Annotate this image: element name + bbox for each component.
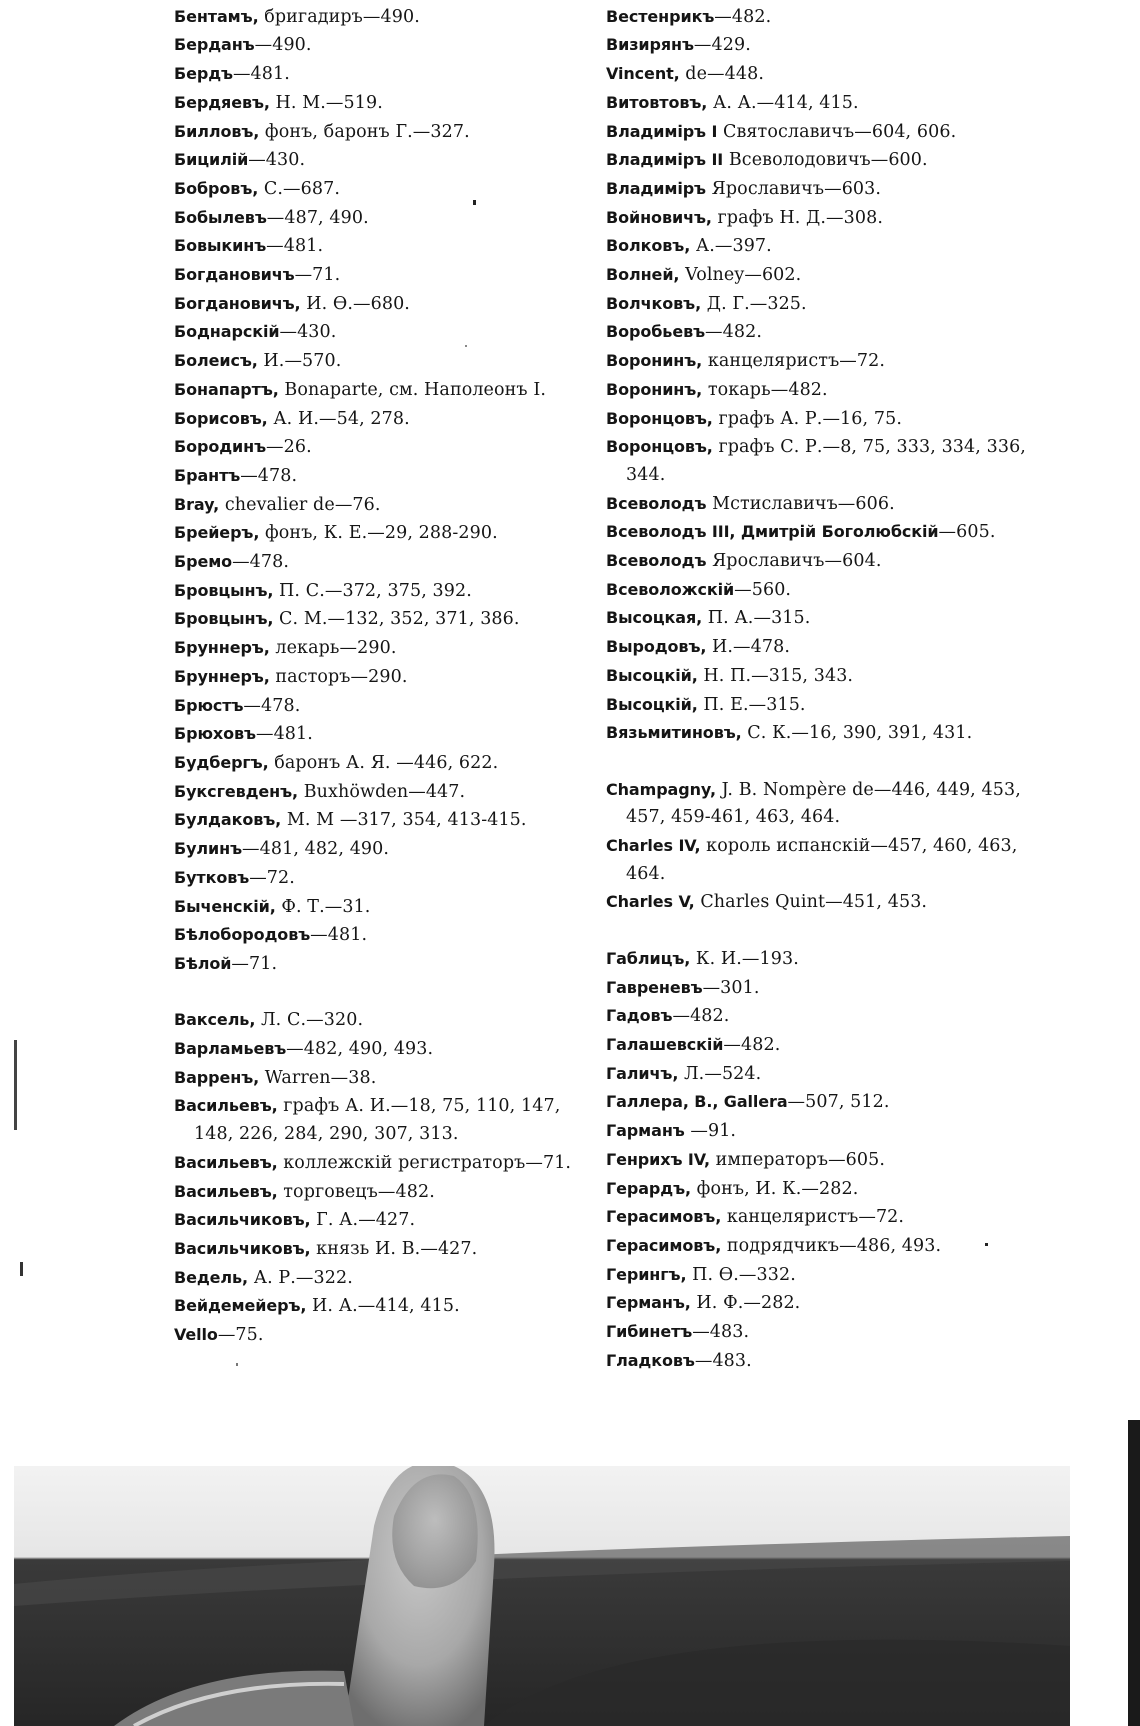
index-entry bbox=[174, 1235, 594, 1264]
index-entry bbox=[174, 232, 594, 261]
entry-refs: А. А.—414, 415. bbox=[707, 92, 859, 113]
index-entry bbox=[174, 749, 594, 778]
entry-name: Бѣлой bbox=[174, 953, 232, 973]
entry-name: Васильчиковъ, bbox=[174, 1238, 311, 1258]
index-entry bbox=[174, 1035, 594, 1064]
entry-name: Васильчиковъ, bbox=[174, 1210, 311, 1230]
index-entry bbox=[606, 662, 1036, 691]
index-entry bbox=[174, 1264, 594, 1293]
entry-name: Герингъ, bbox=[606, 1264, 687, 1284]
index-entry bbox=[606, 31, 1036, 60]
section-gap bbox=[174, 979, 594, 1007]
index-entry bbox=[174, 1149, 594, 1178]
index-entry bbox=[174, 692, 594, 721]
ink-speck bbox=[465, 345, 467, 347]
entry-name: Бердъ bbox=[174, 64, 233, 84]
entry-refs: графъ А. И.—18, 75, 110, 147, 148, 226, 284, 290, 307, 313. bbox=[194, 1096, 561, 1145]
entry-refs: П. А.—315. bbox=[702, 608, 811, 629]
entry-name: Бонапартъ, bbox=[174, 379, 279, 399]
index-entry bbox=[606, 888, 1036, 917]
index-entry bbox=[606, 261, 1036, 290]
entry-name: Выродовъ, bbox=[606, 637, 707, 657]
entry-refs: —301. bbox=[702, 977, 760, 998]
index-entry bbox=[174, 835, 594, 864]
entry-name: Бремо bbox=[174, 552, 233, 572]
index-entry bbox=[606, 604, 1036, 633]
section-gap bbox=[606, 748, 1036, 776]
index-entry bbox=[174, 634, 594, 663]
entry-refs: —430. bbox=[248, 150, 306, 171]
entry-name: Владиміръ I bbox=[606, 121, 718, 141]
entry-name: Бобровъ, bbox=[174, 178, 259, 198]
entry-name: Воронцовъ, bbox=[606, 408, 713, 428]
entry-refs: Volney—602. bbox=[679, 265, 802, 286]
index-entry bbox=[606, 832, 1036, 888]
scan-artifact-right-edge bbox=[1128, 1420, 1140, 1726]
entry-refs: токарь—482. bbox=[702, 379, 828, 400]
entry-name: Bray, bbox=[174, 494, 220, 514]
index-entry bbox=[174, 663, 594, 692]
entry-refs: —430. bbox=[279, 322, 337, 343]
index-entry bbox=[174, 605, 594, 634]
index-entry bbox=[174, 175, 594, 204]
entry-name: Высоцкая, bbox=[606, 608, 703, 628]
entry-refs: С.—687. bbox=[258, 178, 341, 199]
entry-name: Всеволодъ bbox=[606, 551, 707, 571]
entry-name: Бруннеръ, bbox=[174, 638, 270, 658]
entry-refs: Bonaparte, см. Наполеонъ I. bbox=[278, 379, 546, 400]
entry-name: Булдаковъ, bbox=[174, 810, 282, 830]
index-entry bbox=[606, 347, 1036, 376]
entry-name: Брантъ bbox=[174, 465, 241, 485]
index-entry bbox=[174, 577, 594, 606]
entry-refs: Warren—38. bbox=[259, 1067, 377, 1088]
entry-name: Будбергъ, bbox=[174, 752, 269, 772]
entry-name: Волней, bbox=[606, 265, 680, 285]
index-entry bbox=[174, 146, 594, 175]
entry-name: Воронинъ, bbox=[606, 379, 703, 399]
index-entry bbox=[606, 691, 1036, 720]
entry-refs: Н. М.—519. bbox=[269, 92, 383, 113]
index-entry bbox=[174, 864, 594, 893]
entry-name: Берданъ bbox=[174, 35, 255, 55]
index-entry bbox=[606, 490, 1036, 519]
index-entry bbox=[174, 1006, 594, 1035]
index-entry bbox=[174, 405, 594, 434]
index-entry bbox=[606, 89, 1036, 118]
index-entry bbox=[174, 1321, 594, 1350]
index-entry bbox=[174, 491, 594, 520]
entry-name: Галичъ, bbox=[606, 1063, 679, 1083]
entry-name: Герасимовъ, bbox=[606, 1235, 722, 1255]
entry-refs: И. А.—414, 415. bbox=[306, 1296, 460, 1317]
entry-name: Булинъ bbox=[174, 839, 243, 859]
index-entry bbox=[606, 204, 1036, 233]
entry-name: Бобылевъ bbox=[174, 207, 267, 227]
entry-refs: Л. С.—320. bbox=[255, 1010, 364, 1031]
entry-refs: Н. П.—315, 343. bbox=[697, 665, 854, 686]
index-entry bbox=[606, 1060, 1036, 1089]
entry-name: Войновичъ, bbox=[606, 207, 712, 227]
entry-name: Визирянъ bbox=[606, 35, 694, 55]
entry-refs: графъ А. Р.—16, 75. bbox=[712, 408, 902, 429]
index-entry bbox=[174, 318, 594, 347]
entry-name: Бердяевъ, bbox=[174, 92, 270, 112]
entry-refs: —507, 512. bbox=[787, 1092, 890, 1113]
entry-name: Герардъ, bbox=[606, 1178, 691, 1198]
entry-refs: С. М.—132, 352, 371, 386. bbox=[273, 609, 520, 630]
entry-refs: К. И.—193. bbox=[690, 948, 799, 969]
index-entry bbox=[606, 776, 1036, 832]
entry-refs: —72. bbox=[249, 867, 295, 888]
entry-refs: графъ С. Р.—8, 75, 333, 334, 336, 344. bbox=[626, 437, 1026, 485]
entry-name: Владиміръ II bbox=[606, 150, 724, 170]
entry-name: Быченскій, bbox=[174, 896, 276, 916]
index-entry bbox=[606, 3, 1036, 32]
entry-refs: —482. bbox=[723, 1034, 781, 1055]
index-entry bbox=[606, 118, 1036, 147]
entry-refs: —482, 490, 493. bbox=[286, 1039, 434, 1059]
entry-name: Буксгевденъ, bbox=[174, 781, 299, 801]
entry-refs: —481, 482, 490. bbox=[242, 839, 390, 860]
index-entry bbox=[606, 945, 1036, 974]
index-entry bbox=[606, 518, 1036, 547]
entry-refs: —478. bbox=[243, 695, 301, 716]
thumb-photo-icon bbox=[14, 1466, 1070, 1726]
index-column-left bbox=[174, 0, 594, 1350]
index-entry bbox=[606, 1289, 1036, 1318]
ink-speck bbox=[985, 1243, 988, 1246]
entry-name: Бентамъ, bbox=[174, 6, 259, 26]
index-entry bbox=[174, 1064, 594, 1093]
entry-refs: баронъ А. Я. —446, 622. bbox=[268, 752, 499, 773]
entry-name: Герасимовъ, bbox=[606, 1207, 722, 1227]
entry-refs: —483. bbox=[692, 1322, 750, 1343]
entry-refs: король испанскій—457, 460, 463, 464. bbox=[626, 836, 1018, 884]
entry-refs: подрядчикъ—486, 493. bbox=[721, 1235, 942, 1256]
entry-refs: —481. bbox=[232, 64, 290, 85]
index-entry bbox=[606, 290, 1036, 319]
entry-name: Варренъ, bbox=[174, 1067, 260, 1087]
entry-refs: —605. bbox=[938, 522, 996, 543]
scan-artifact-left bbox=[14, 1040, 17, 1130]
entry-name: Борисовъ, bbox=[174, 408, 268, 428]
entry-name: Воронцовъ, bbox=[606, 437, 713, 457]
entry-refs: Святославичъ—604, 606. bbox=[717, 121, 957, 142]
entry-name: Бородинъ bbox=[174, 437, 267, 457]
entry-name: Вейдемейеръ, bbox=[174, 1296, 307, 1316]
section-gap bbox=[606, 917, 1036, 945]
entry-refs: пасторъ—290. bbox=[269, 666, 408, 687]
index-entry bbox=[174, 806, 594, 835]
index-entry bbox=[606, 1261, 1036, 1290]
entry-refs: фонъ, баронъ Г.—327. bbox=[259, 121, 470, 142]
entry-refs: —71. bbox=[231, 953, 278, 974]
index-entry bbox=[606, 1175, 1036, 1204]
index-entry bbox=[174, 950, 594, 979]
index-entry bbox=[174, 462, 594, 491]
entry-name: Брейеръ, bbox=[174, 523, 260, 543]
entry-name: Бицилій bbox=[174, 150, 249, 170]
entry-refs: торговецъ—482. bbox=[277, 1181, 435, 1202]
index-entry bbox=[174, 3, 594, 32]
entry-refs: Мстиславичъ—606. bbox=[706, 493, 895, 514]
entry-name: Вязьмитиновъ, bbox=[606, 723, 742, 743]
entry-refs: князь И. В.—427. bbox=[310, 1238, 478, 1259]
index-entry bbox=[174, 89, 594, 118]
index-entry bbox=[174, 548, 594, 577]
entry-refs: П. Е.—315. bbox=[697, 694, 806, 715]
entry-refs: Ярославичъ—604. bbox=[706, 551, 882, 572]
entry-refs: —482. bbox=[705, 322, 762, 343]
entry-name: Галлера, В., Gallera bbox=[606, 1092, 788, 1112]
entry-name: Богдановичъ bbox=[174, 265, 295, 285]
entry-name: Брюстъ bbox=[174, 695, 244, 715]
index-entry bbox=[174, 347, 594, 376]
index-entry bbox=[606, 547, 1036, 576]
entry-name: Гладковъ bbox=[606, 1350, 695, 1370]
index-entry bbox=[174, 31, 594, 60]
entry-name: Билловъ, bbox=[174, 121, 260, 141]
index-entry bbox=[174, 893, 594, 922]
index-entry bbox=[174, 1092, 594, 1148]
entry-refs: Ф. Т.—31. bbox=[275, 896, 371, 917]
entry-refs: А. Р.—322. bbox=[248, 1267, 353, 1288]
entry-refs: бригадиръ—490. bbox=[258, 6, 420, 27]
entry-refs: С. К.—16, 390, 391, 431. bbox=[741, 723, 973, 744]
entry-name: Воробьевъ bbox=[606, 322, 706, 342]
entry-refs: —481. bbox=[255, 724, 313, 745]
entry-refs: —487, 490. bbox=[266, 207, 369, 228]
entry-refs: М. М —317, 354, 413-415. bbox=[281, 810, 527, 831]
entry-name: Champagny, bbox=[606, 779, 716, 799]
entry-name: Вестенрикъ bbox=[606, 6, 715, 26]
index-entry bbox=[606, 60, 1036, 89]
entry-name: Гибинетъ bbox=[606, 1322, 693, 1342]
index-entry bbox=[174, 519, 594, 548]
entry-name: Ваксель, bbox=[174, 1010, 256, 1030]
entry-refs: —478. bbox=[240, 465, 298, 486]
entry-name: Бовыкинъ bbox=[174, 236, 267, 256]
entry-name: Волковъ, bbox=[606, 236, 691, 256]
entry-refs: фонъ, И. К.—282. bbox=[690, 1178, 859, 1199]
entry-refs: Charles Quint—451, 453. bbox=[694, 892, 928, 913]
entry-name: Бровцынъ, bbox=[174, 580, 274, 600]
index-entry bbox=[606, 633, 1036, 662]
entry-name: Vincent, bbox=[606, 64, 680, 84]
entry-name: Бутковъ bbox=[174, 867, 250, 887]
entry-name: Бѣлобородовъ bbox=[174, 925, 311, 945]
entry-refs: chevalier de—76. bbox=[219, 494, 381, 515]
index-entry bbox=[606, 1002, 1036, 1031]
entry-refs: П. Ѳ.—332. bbox=[686, 1264, 796, 1285]
index-entry bbox=[174, 1206, 594, 1235]
entry-refs: Всеволодовичъ—600. bbox=[723, 150, 928, 171]
index-entry bbox=[606, 974, 1036, 1003]
entry-refs: —481. bbox=[266, 236, 324, 257]
entry-refs: фонъ, К. Е.—29, 288-290. bbox=[259, 523, 498, 544]
entry-refs: И.—478. bbox=[706, 637, 791, 658]
entry-name: Всеволожскій bbox=[606, 579, 735, 599]
entry-refs: —478. bbox=[232, 552, 290, 573]
entry-refs: И. Ѳ.—680. bbox=[300, 293, 410, 314]
entry-name: Богдановичъ, bbox=[174, 293, 301, 313]
entry-refs: И.—570. bbox=[257, 351, 342, 372]
entry-name: Владиміръ bbox=[606, 178, 706, 198]
index-entry bbox=[174, 433, 594, 462]
index-column-right bbox=[606, 0, 1036, 1375]
entry-name: Болеисъ, bbox=[174, 351, 258, 371]
index-entry bbox=[606, 1318, 1036, 1347]
entry-name: Васильевъ, bbox=[174, 1152, 278, 1172]
entry-refs: А. И.—54, 278. bbox=[267, 408, 410, 429]
entry-name: Vello bbox=[174, 1325, 218, 1345]
thumb-photo bbox=[14, 1466, 1070, 1726]
index-entry bbox=[174, 118, 594, 147]
entry-refs: —71. bbox=[294, 265, 341, 286]
entry-refs: de—448. bbox=[679, 64, 765, 85]
entry-name: Витовтовъ, bbox=[606, 92, 708, 112]
index-entry bbox=[606, 1117, 1036, 1146]
entry-refs: графъ Н. Д.—308. bbox=[711, 207, 883, 228]
entry-refs: коллежскій регистраторъ—71. bbox=[277, 1152, 572, 1173]
entry-refs: канцеляристъ—72. bbox=[721, 1207, 905, 1228]
entry-name: Высоцкій, bbox=[606, 694, 698, 714]
index-entry bbox=[174, 60, 594, 89]
index-entry bbox=[606, 318, 1036, 347]
entry-name: Charles IV, bbox=[606, 836, 701, 856]
entry-refs: —482. bbox=[714, 6, 772, 27]
entry-name: Брюховъ bbox=[174, 724, 256, 744]
entry-refs: —560. bbox=[734, 579, 792, 600]
entry-name: Боднарскій bbox=[174, 322, 280, 342]
entry-name: Гавреневъ bbox=[606, 977, 703, 997]
index-entry bbox=[174, 1292, 594, 1321]
entry-name: Ведель, bbox=[174, 1267, 249, 1287]
entry-name: Charles V, bbox=[606, 892, 695, 912]
index-entry bbox=[606, 1347, 1036, 1376]
index-entry bbox=[174, 290, 594, 319]
entry-name: Всеволодъ III, Дмитрій Боголюбскій bbox=[606, 522, 939, 542]
entry-name: Гарманъ bbox=[606, 1121, 685, 1141]
entry-name: Бровцынъ, bbox=[174, 609, 274, 629]
index-entry bbox=[174, 778, 594, 807]
entry-refs: П. С.—372, 375, 392. bbox=[273, 580, 472, 601]
entry-name: Галашевскій bbox=[606, 1034, 724, 1054]
entry-refs: —429. bbox=[693, 35, 751, 56]
entry-name: Воронинъ, bbox=[606, 351, 703, 371]
index-entry bbox=[174, 376, 594, 405]
index-entry bbox=[606, 576, 1036, 605]
entry-refs: —481. bbox=[310, 925, 368, 946]
entry-refs: Buxhöwden—447. bbox=[298, 781, 466, 802]
index-entry bbox=[174, 720, 594, 749]
entry-refs: —483. bbox=[694, 1350, 752, 1371]
entry-name: Габлицъ, bbox=[606, 948, 691, 968]
index-entry bbox=[606, 1031, 1036, 1060]
index-entry bbox=[606, 405, 1036, 434]
entry-refs: —490. bbox=[254, 35, 312, 56]
index-entry bbox=[174, 204, 594, 233]
index-entry bbox=[606, 1146, 1036, 1175]
entry-refs: —26. bbox=[266, 437, 312, 458]
entry-name: Высоцкій, bbox=[606, 665, 698, 685]
entry-name: Всеволодъ bbox=[606, 493, 707, 513]
entry-refs: канцеляристъ—72. bbox=[702, 351, 886, 372]
index-entry bbox=[606, 232, 1036, 261]
ink-speck bbox=[473, 200, 476, 205]
entry-refs: Ярославичъ—603. bbox=[705, 178, 882, 199]
entry-refs: лекарь—290. bbox=[269, 638, 397, 659]
index-entry bbox=[606, 376, 1036, 405]
entry-name: Волчковъ, bbox=[606, 293, 702, 313]
entry-refs: императоръ—605. bbox=[709, 1149, 886, 1170]
entry-name: Бруннеръ, bbox=[174, 666, 270, 686]
index-entry bbox=[606, 1232, 1036, 1261]
entry-name: Генрихъ IV, bbox=[606, 1149, 710, 1169]
entry-refs: А.—397. bbox=[690, 236, 772, 257]
scan-artifact-left-colon bbox=[20, 1262, 23, 1276]
entry-name: Гадовъ bbox=[606, 1006, 673, 1026]
index-entry bbox=[606, 719, 1036, 748]
index-entry bbox=[606, 1203, 1036, 1232]
ink-speck bbox=[236, 1363, 238, 1366]
entry-refs: —482. bbox=[672, 1006, 730, 1027]
entry-refs: J. B. Nompère de—446, 449, 453, 457, 459-461, 463, 464. bbox=[626, 779, 1021, 828]
entry-name: Германъ, bbox=[606, 1293, 691, 1313]
entry-refs: Г. А.—427. bbox=[310, 1210, 416, 1231]
entry-name: Варламьевъ bbox=[174, 1039, 287, 1058]
index-entry bbox=[606, 1088, 1036, 1117]
index-entry bbox=[606, 175, 1036, 204]
index-entry bbox=[174, 1178, 594, 1207]
entry-refs: —75. bbox=[217, 1325, 264, 1346]
entry-name: Васильевъ, bbox=[174, 1096, 278, 1116]
entry-refs: И. Ф.—282. bbox=[690, 1293, 801, 1314]
entry-refs: —91. bbox=[684, 1121, 737, 1142]
entry-refs: Л.—524. bbox=[678, 1063, 762, 1084]
index-entry bbox=[606, 433, 1036, 489]
entry-refs: Д. Г.—325. bbox=[701, 293, 807, 314]
entry-name: Васильевъ, bbox=[174, 1181, 278, 1201]
index-entry bbox=[174, 261, 594, 290]
index-entry bbox=[174, 921, 594, 950]
index-entry bbox=[606, 146, 1036, 175]
